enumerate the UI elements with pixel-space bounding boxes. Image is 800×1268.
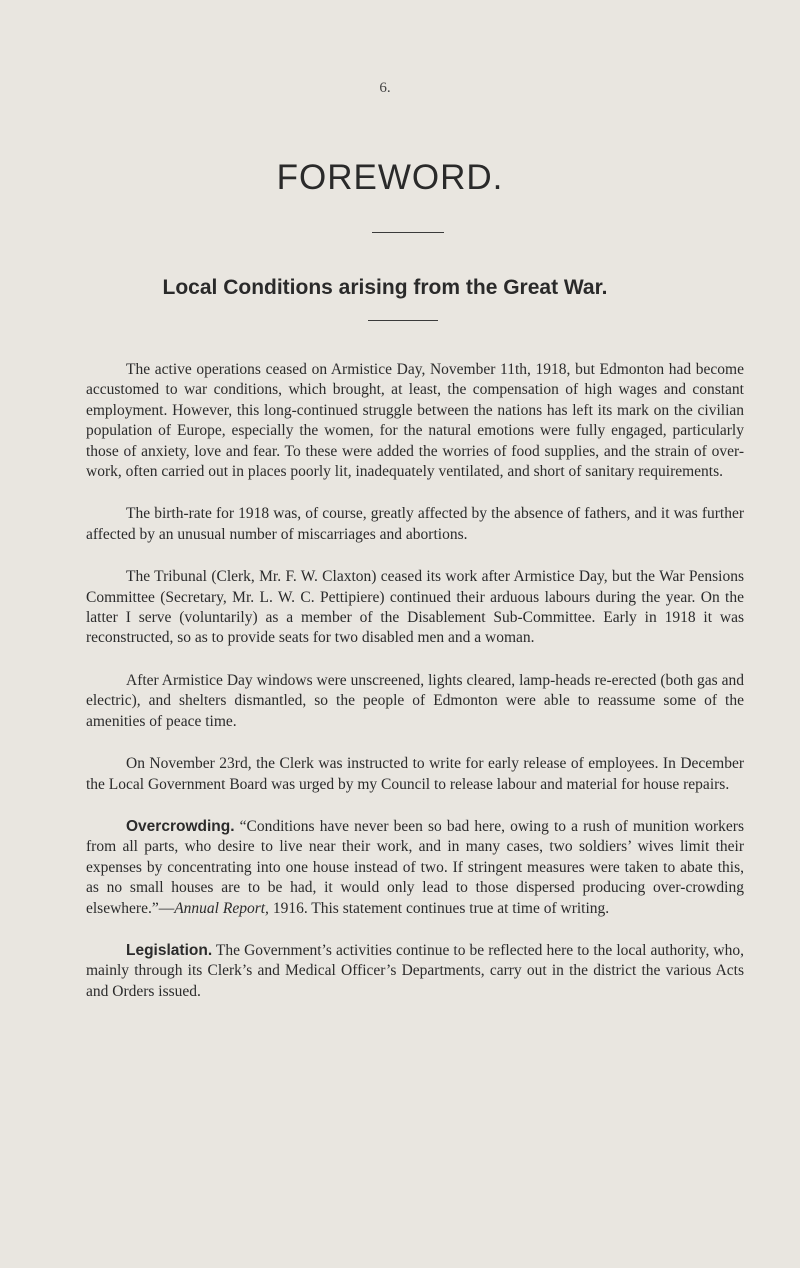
paragraph-tribunal: The Tribunal (Clerk, Mr. F. W. Claxton) ceased its work after Armistice Day, but the War Pensions Committee (Secretary, Mr. L. W. C. Pettipiere) continued their arduous labours during the year. On the latter I serve (voluntarily) as a member of the Disablement Sub-Committee. Early in 1918 it was reconstructed, so as to provide seats for two disabled men and a woman. bbox=[86, 568, 744, 647]
divider-bottom bbox=[368, 320, 438, 321]
paragraph-birth-rate: The birth-rate for 1918 was, of course, greatly affected by the absence of fathers, and it was further affected by an unusual number of miscarriages and abortions. bbox=[86, 505, 744, 543]
legislation-text: The Government’s activities continue to be reflected here to the local authority, who, mainly through its Clerk’s and Medical Officer’s Departments, carry out in the district the various Acts and Orders issued. bbox=[86, 941, 744, 1000]
legislation-heading: Legislation. bbox=[126, 941, 213, 959]
section-subtitle: Local Conditions arising from the Great War. bbox=[162, 276, 608, 299]
paragraph-after-armistice: After Armistice Day windows were unscreened, lights cleared, lamp-heads re-erected (both gas and electric), and shelters dismantled, so the people of Edmonton were able to reassume some of the amenities of peace time. bbox=[86, 671, 744, 730]
paragraph-legislation bbox=[86, 941, 744, 1002]
overcrowding-source: Annual Report, bbox=[174, 899, 269, 917]
paragraph-overcrowding bbox=[86, 817, 744, 919]
divider-top bbox=[372, 232, 444, 233]
paragraph-release: On November 23rd, the Clerk was instructed to write for early release of employees. In December the Local Government Board was urged by my Council to release labour and material for house repairs. bbox=[86, 755, 744, 793]
body-text bbox=[86, 360, 744, 1024]
overcrowding-quote: “Conditions have never been so bad here, owing to a rush of munition workers from all parts, who desire to live near their work, and in many cases, two soldiers’ wives limit their expenses by concentrating into one house instead of two. If stringent measures were taken to abate this, as no small houses are to be had, it would only lead to those dispersed producing over-crowding elsewhere.”— bbox=[86, 817, 744, 917]
overcrowding-tail: 1916. This statement continues true at time of writing. bbox=[268, 899, 610, 917]
paragraph-armistice: The active operations ceased on Armistice Day, November 11th, 1918, but Edmonton had become accustomed to war conditions, which brought, at least, the compensation of high wages and constant employment. However, this long-continued struggle between the nations has left its mark on the civilian population of Europe, especially the women, for the natural emotions were fully engaged, particularly those of anxiety, love and fear. To these were added the worries of food supplies, and the strain of over-work, often carried out in places poorly lit, inadequately ventilated, and short of sanitary requirements. bbox=[86, 361, 744, 481]
overcrowding-heading: Overcrowding. bbox=[126, 817, 235, 835]
page-number: 6. bbox=[379, 80, 391, 96]
page-title: FOREWORD. bbox=[276, 158, 504, 197]
